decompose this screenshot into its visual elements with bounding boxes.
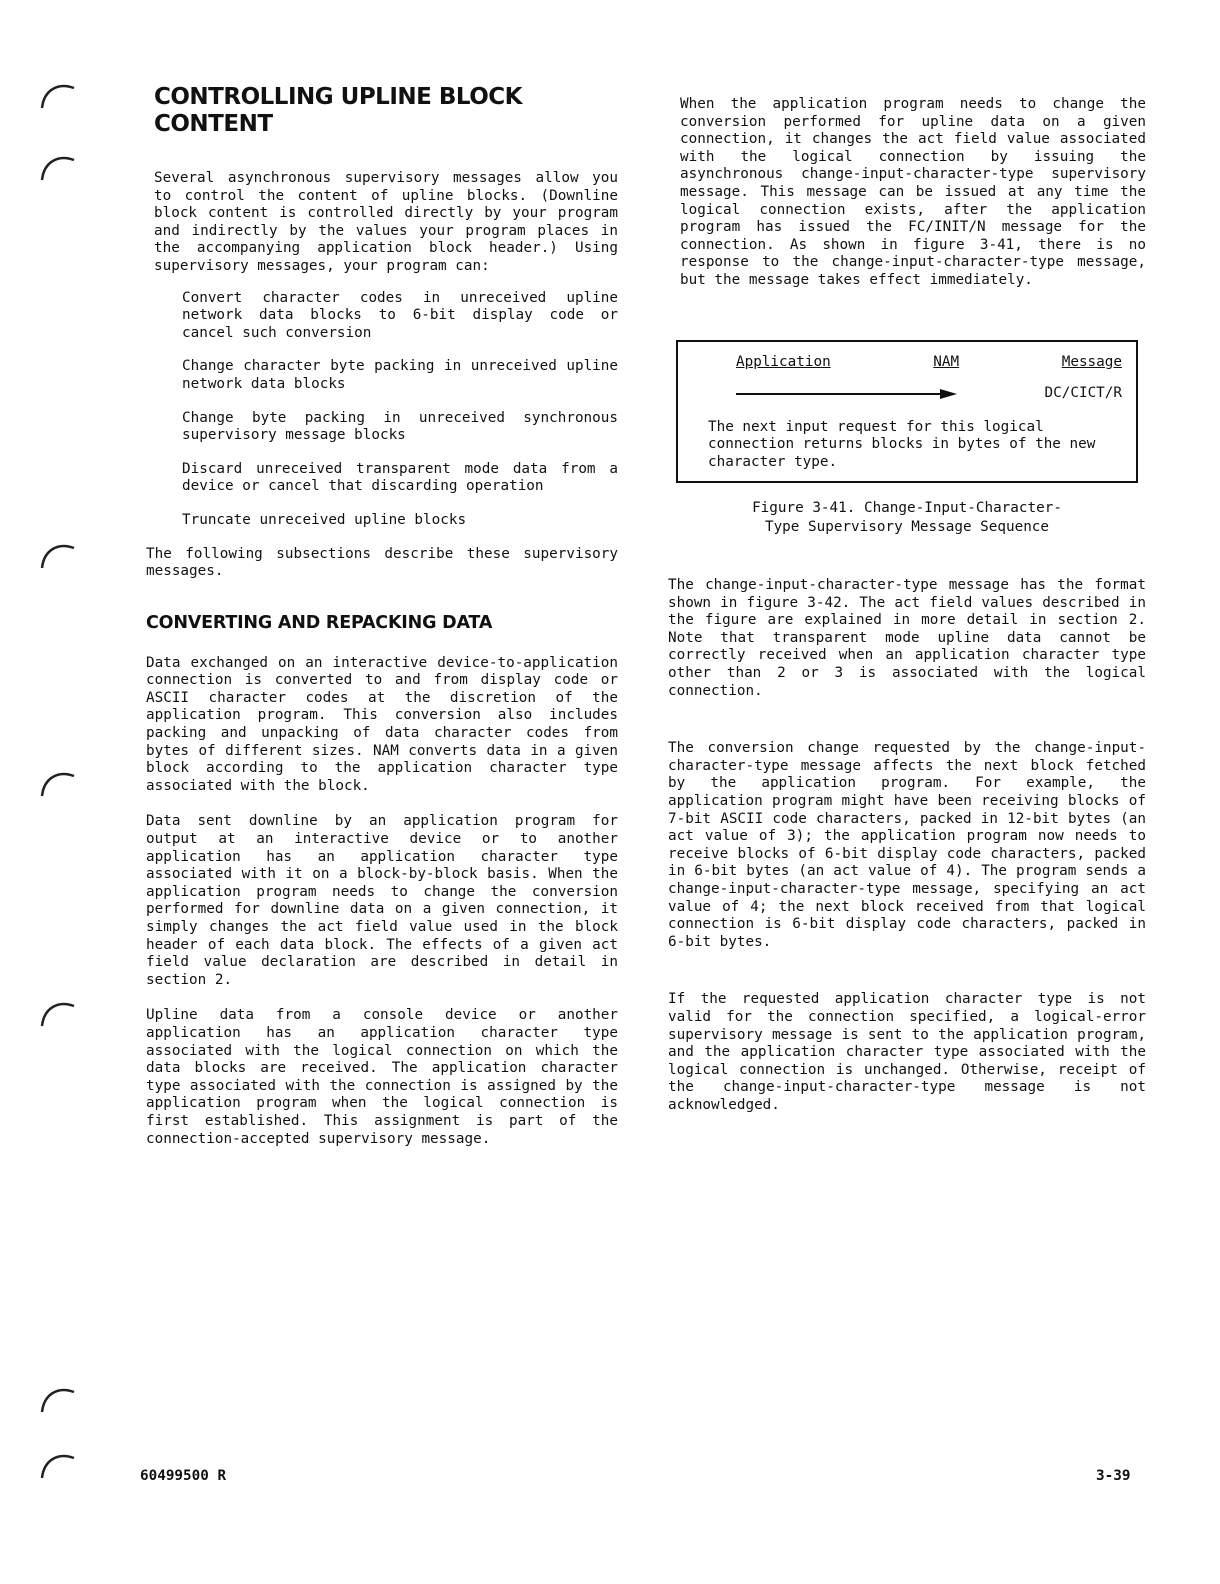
intro-paragraph: Several asynchronous supervisory messages allow you to control the content of upline blocks. (Downline block content is controlled directly by your program and indirectly by the values your program places in the accompanying application block header.) Using supervisory messages, your program can: [154,170,618,274]
figure-col-nam: NAM [933,353,960,370]
document-number: 60499500 R [140,1468,227,1484]
figure-caption-line-1: Figure 3-41. Change-Input-Character- [752,500,1062,517]
punch-hole-6 [34,1382,82,1430]
list-item: Change byte packing in unreceived synchronous supervisory message blocks [182,409,618,444]
figure-note: The next input request for this logical connection returns blocks in bytes of the new character type. [708,418,1096,470]
page-number: 3-39 [1096,1468,1131,1484]
left-column [146,84,618,1148]
figure-3-41 [676,340,1138,484]
section-title [154,84,618,138]
punch-hole-7 [34,1448,82,1496]
punch-hole-5 [34,996,82,1044]
punch-hole-3 [34,538,82,586]
body-paragraph-4: When the application program needs to change the conversion performed for upline data on a given connection, it changes the act field value associated with the logical connection by issuing the asynchronous change-input-character-type supervisory message. This message can be issued at any time the logical connection exists, after the application program has issued the FC/INIT/N message for the connection. As shown in figure 3-41, there is no response to the change-input-character-type message, but the message takes effect immediately. [680,96,1146,288]
body-paragraph-6: The conversion change requested by the change-input-character-type message affects the next block fetched by the application program. For example, the application program might have been receiving blocks of 7-bit ASCII code characters, packed in 12-bit bytes (an act value of 3); the application program now needs to receive blocks of 6-bit display code characters, packed in 6-bit bytes (an act value of 4). The program sends a change-input-character-type message, specifying an act value of 4; the next block received from that logical connection is 6-bit display code characters, packed in 6-bit bytes. [668,740,1146,950]
figure-caption-line-2: Type Supervisory Message Sequence [764,519,1050,536]
arrow-right-icon [736,388,958,400]
section-title-line-2: CONTENT [154,111,273,137]
figure-col-message: Message [1061,353,1122,370]
figure-header [736,354,1122,372]
capability-list [146,290,618,530]
body-paragraph-2: Data sent downline by an application program for output at an interactive device or to another application has an application character type associated with it on a block-by-block basis. When the application program needs to change the conversion performed for downline data on a given connection, it simply changes the act field value used in the block header of each data block. The effects of a given act field value declaration are described in detail in section 2. [146,813,618,988]
list-item: Change character byte packing in unreceived upline network data blocks [182,358,618,392]
subsection-heading: CONVERTING AND REPACKING DATA [146,612,493,633]
figure-message: DC/CICT/R [1044,385,1122,402]
right-column [668,96,1146,1114]
list-item: Discard unreceived transparent mode data from a device or cancel that discarding operation [182,460,618,495]
figure-col-application: Application [736,353,831,370]
punch-hole-4 [34,766,82,814]
body-paragraph-5: The change-input-character-type message has the format shown in figure 3-42. The act field values described in the figure are explained in more detail in section 2. Note that transparent mode upline data cannot be correctly received when an application character type other than 2 or 3 is associated with the logical connection. [668,577,1146,699]
figure-arrow-row [736,385,1122,403]
figure-caption [668,499,1146,537]
body-paragraph-7: If the requested application character type is not valid for the connection specified, a logical-error supervisory message is sent to the application program, and the application character type associated with the logical connection is unchanged. Otherwise, receipt of the change-input-character-type message is not acknowledged. [668,991,1146,1113]
following-paragraph: The following subsections describe these supervisory messages. [146,545,618,580]
body-paragraph-3: Upline data from a console device or another application has an application character type associated with the logical connection on which the data blocks are received. The application character type associated with the connection is assigned by the application program when the logical connection is first established. This assignment is part of the connection-accepted supervisory message. [146,1007,618,1147]
section-title-line-1: CONTROLLING UPLINE BLOCK [154,84,522,110]
list-item: Convert character codes in unreceived upline network data blocks to 6-bit display code or cancel such conversion [182,289,618,341]
punch-hole-2 [34,150,82,198]
punch-hole-1 [34,78,82,126]
list-item: Truncate unreceived upline blocks [182,511,467,528]
body-paragraph-1: Data exchanged on an interactive device-to-application connection is converted to and from display code or ASCII character codes at the discretion of the application program. This conversion also includes packing and unpacking of data character codes from bytes of different sizes. NAM converts data in a given block according to the application character type associated with the block. [146,654,618,794]
